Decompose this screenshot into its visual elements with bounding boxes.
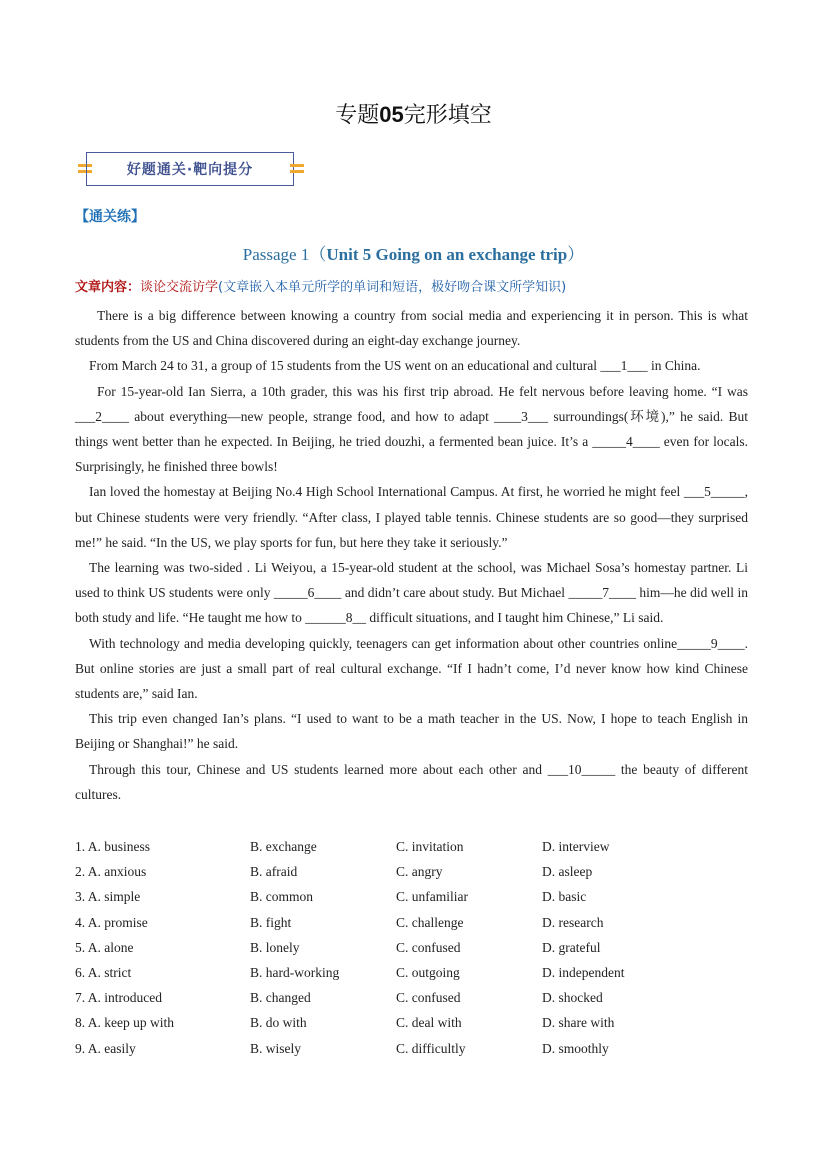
option-choice: C. deal with bbox=[396, 1015, 462, 1031]
paragraph: For 15-year-old Ian Sierra, a 10th grader, this was his first trip abroad. He felt nervous before leaving home. “I was ___2____ about everything—new people, strange food, and how to adapt ____3___ surroundings(环境),” he said. But things went better than he expected. In Beijing, he tried douzhi, a fermented bean juice. It’s a _____4____ even for locals. Surprisingly, he finished three bowls! bbox=[75, 383, 748, 475]
paragraph: This trip even changed Ian’s plans. “I used to want to be a math teacher in the US. Now, I hope to teach English in Beijing or Shanghai!” he said. bbox=[75, 711, 748, 752]
option-choice: D. grateful bbox=[542, 939, 601, 955]
option-choice: B. do with bbox=[250, 1015, 307, 1031]
option-choice: C. confused bbox=[396, 990, 461, 1006]
passage-body bbox=[75, 303, 748, 807]
option-choice: C. confused bbox=[396, 939, 461, 955]
title-number: 05 bbox=[379, 102, 404, 127]
option-choice: C. outgoing bbox=[396, 965, 460, 981]
option-choice: 9. A. easily bbox=[75, 1040, 136, 1056]
content-topic: 谈论交流访学 bbox=[140, 280, 219, 295]
option-choice: B. afraid bbox=[250, 864, 298, 880]
question-options-row bbox=[75, 859, 688, 884]
content-label: 文章内容： bbox=[75, 280, 141, 295]
option-choice: B. common bbox=[250, 889, 313, 905]
question-options-row bbox=[75, 985, 688, 1010]
section-banner: 好题通关·靶向提分 bbox=[86, 152, 294, 186]
option-choice: B. exchange bbox=[250, 839, 317, 854]
option-choice: 1. A. business bbox=[75, 839, 151, 854]
passage-unit: Unit 5 Going on an exchange trip bbox=[326, 245, 568, 264]
paragraph: With technology and media developing quickly, teenagers can get information about other countries online_____9____. But online stories are just a small part of real cultural exchange. “If I hadn’t come, I’d never know how kind Chinese students are,” said Ian. bbox=[75, 635, 748, 702]
title-prefix: 专题 bbox=[335, 103, 380, 128]
passage-label: Passage 1（ bbox=[242, 245, 327, 264]
option-choice: 7. A. introduced bbox=[75, 990, 162, 1006]
passage-close: ） bbox=[567, 245, 585, 264]
title-suffix: 完形填空 bbox=[403, 103, 492, 128]
paragraph: The learning was two-sided . Li Weiyou, a 15-year-old student at the school, was Michael Sosa’s homestay partner. Li used to think US students were only _____6____ and didn’t care about study. But Michael _____7____ him—he did well in both study and life. “He taught me how to ______8__ difficult situations, and I taught him Chinese,” Li said. bbox=[75, 560, 748, 626]
option-choice: D. basic bbox=[542, 889, 587, 905]
option-choice: C. unfamiliar bbox=[396, 889, 468, 905]
question-options-row bbox=[75, 960, 688, 985]
option-choice: B. lonely bbox=[250, 939, 300, 955]
paragraph: There is a big difference between knowing a country from social media and experiencing it in person. This is what students from the US and China discovered during an eight-day exchange journey. bbox=[75, 308, 748, 349]
option-choice: B. hard-working bbox=[250, 965, 340, 981]
content-detail: (文章嵌入本单元所学的单词和短语，极好吻合课文所学知识) bbox=[218, 280, 567, 295]
option-choice: C. invitation bbox=[396, 839, 464, 854]
option-choice: B. fight bbox=[250, 914, 292, 930]
option-choice: C. difficultly bbox=[396, 1040, 466, 1056]
option-choice: C. angry bbox=[396, 864, 443, 880]
option-choice: 5. A. alone bbox=[75, 939, 134, 955]
question-options-row bbox=[75, 884, 688, 909]
page-title bbox=[0, 98, 827, 129]
option-choice: B. changed bbox=[250, 990, 311, 1006]
option-choice: D. independent bbox=[542, 965, 625, 981]
passage-heading bbox=[0, 240, 827, 265]
question-options-row bbox=[75, 834, 688, 859]
option-choice: D. shocked bbox=[542, 990, 603, 1006]
banner-decoration-icon bbox=[290, 164, 304, 174]
option-choice: 6. A. strict bbox=[75, 965, 132, 981]
paragraph: From March 24 to 31, a group of 15 students from the US went on an educational and cultural ___1___ in China. bbox=[89, 358, 701, 374]
question-options-row bbox=[75, 1036, 688, 1061]
option-choice: 2. A. anxious bbox=[75, 864, 147, 880]
option-choice: 3. A. simple bbox=[75, 889, 141, 905]
paragraph: Through this tour, Chinese and US students learned more about each other and ___10_____ the beauty of different cultures. bbox=[75, 761, 748, 802]
content-note bbox=[75, 276, 566, 295]
question-options-row bbox=[75, 935, 688, 960]
paragraph: Ian loved the homestay at Beijing No.4 High School International Campus. At first, he worried he might feel ___5_____, but Chinese students were very friendly. “After class, I played table tennis. Chinese students are so good—they surprised me!” he said. “In the US, we play sports for fun, but here they take it seriously.” bbox=[75, 484, 748, 550]
option-choice: 8. A. keep up with bbox=[75, 1015, 174, 1031]
option-choice: D. interview bbox=[542, 839, 610, 854]
section-label: 【通关练】 bbox=[75, 209, 145, 225]
option-choice: B. wisely bbox=[250, 1040, 302, 1056]
option-choice: D. share with bbox=[542, 1015, 615, 1031]
question-options-row bbox=[75, 910, 688, 935]
option-choice: D. asleep bbox=[542, 864, 593, 880]
option-choice: D. smoothly bbox=[542, 1040, 609, 1056]
option-choice: D. research bbox=[542, 914, 604, 930]
question-options-row bbox=[75, 1010, 688, 1035]
options-list bbox=[75, 834, 688, 1061]
option-choice: C. challenge bbox=[396, 914, 464, 930]
option-choice: 4. A. promise bbox=[75, 914, 148, 930]
